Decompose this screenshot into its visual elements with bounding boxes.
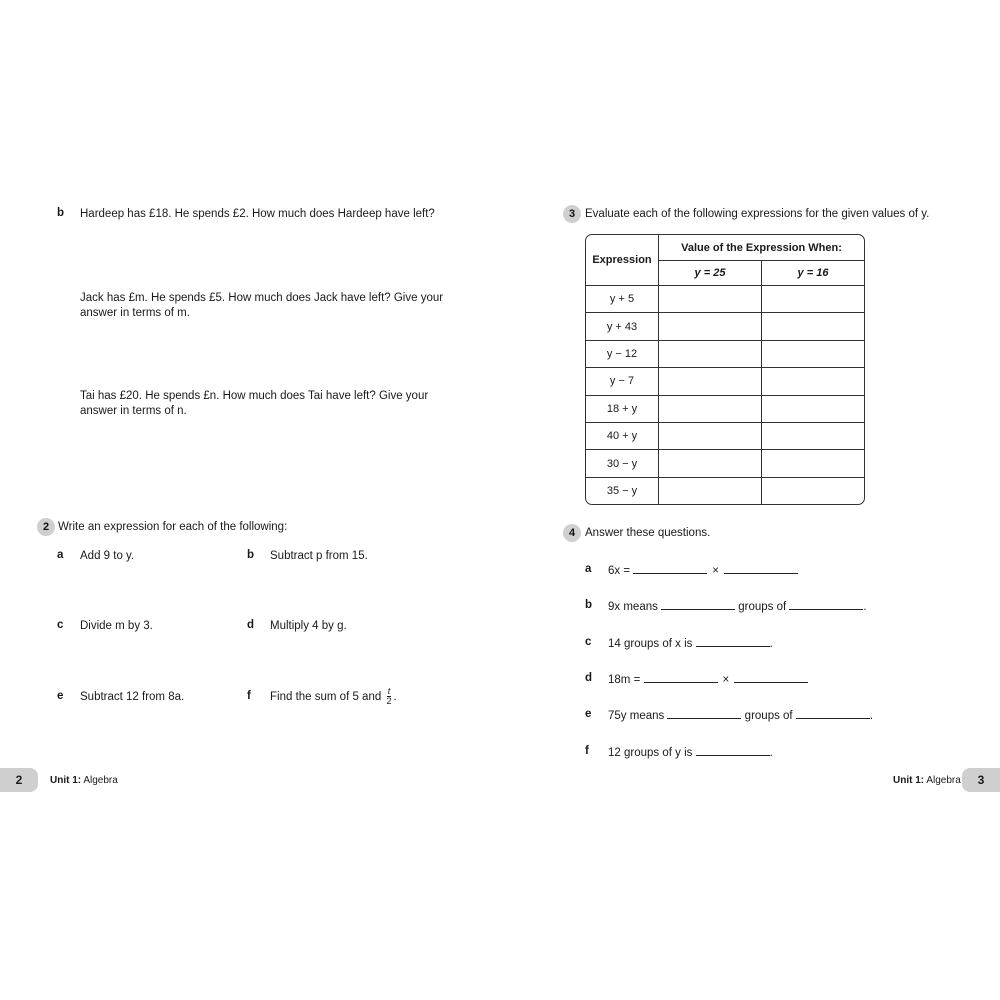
y-25-header: y = 25 <box>659 261 762 286</box>
answer-cell-y25[interactable] <box>659 341 762 368</box>
times-symbol: × <box>712 565 719 577</box>
answer-blank[interactable] <box>667 708 741 719</box>
q4e-line <box>608 708 873 724</box>
expression-column-header: Expression <box>586 235 659 286</box>
answer-cell-y16[interactable] <box>762 478 864 504</box>
question-3-prompt: Evaluate each of the following expressions for the given values of y. <box>585 208 930 220</box>
expression-cell: 30 − y <box>586 450 659 477</box>
q4c-line <box>608 636 773 652</box>
expression-cell: 18 + y <box>586 396 659 423</box>
q2e-text: Subtract 12 from 8a. <box>80 691 185 703</box>
q4f-label: f <box>585 745 589 757</box>
answer-blank[interactable] <box>644 672 718 683</box>
q2a-text: Add 9 to y. <box>80 550 135 562</box>
q4e-text: 75y means <box>608 710 665 722</box>
q2f-suffix: . <box>393 691 397 703</box>
table-row <box>586 368 864 395</box>
answer-blank[interactable] <box>661 599 735 610</box>
period: . <box>769 747 773 759</box>
q2c-text: Divide m by 3. <box>80 620 153 632</box>
right-page-number-tab: 3 <box>962 768 1000 792</box>
jack-line-2: answer in terms of m. <box>80 307 190 319</box>
tai-line-1: Tai has £20. He spends £n. How much does Tai have left? Give your <box>80 390 429 402</box>
answer-cell-y25[interactable] <box>659 450 762 477</box>
answer-blank[interactable] <box>696 745 770 756</box>
expression-cell: y − 12 <box>586 341 659 368</box>
answer-cell-y16[interactable] <box>762 313 864 340</box>
question-2-number: 2 <box>37 518 55 536</box>
q2b-label: b <box>247 549 255 561</box>
q1b-hardeep-text: Hardeep has £18. He spends £2. How much does Hardeep have left? <box>80 208 435 220</box>
right-footer-unit <box>893 775 961 786</box>
expression-table <box>585 234 865 505</box>
expression-cell: 35 − y <box>586 478 659 504</box>
q4b-line <box>608 599 867 615</box>
question-2-prompt: Write an expression for each of the following: <box>58 521 288 533</box>
left-footer-unit-bold: Unit 1: <box>50 775 82 786</box>
q4d-label: d <box>585 672 593 684</box>
q4e-label: e <box>585 708 592 720</box>
q2f-label: f <box>247 690 251 702</box>
answer-blank[interactable] <box>796 708 870 719</box>
q4b-text-2: groups of <box>738 601 787 613</box>
answer-cell-y25[interactable] <box>659 396 762 423</box>
fraction-numerator: t <box>387 686 391 697</box>
q1b-tai-text <box>80 389 428 419</box>
answer-blank[interactable] <box>734 672 808 683</box>
answer-cell-y16[interactable] <box>762 396 864 423</box>
answer-cell-y16[interactable] <box>762 286 864 313</box>
q4f-line <box>608 745 773 761</box>
q2b-text: Subtract p from 15. <box>270 550 368 562</box>
times-symbol: × <box>722 674 730 686</box>
jack-line-1: Jack has £m. He spends £5. How much does Jack have left? Give your <box>80 292 444 304</box>
answer-cell-y16[interactable] <box>762 450 864 477</box>
right-footer-unit-bold: Unit 1: <box>893 775 925 786</box>
q4c-label: c <box>585 636 592 648</box>
answer-blank[interactable] <box>696 636 770 647</box>
q4b-text: 9x means <box>608 601 658 613</box>
answer-cell-y25[interactable] <box>659 368 762 395</box>
answer-cell-y16[interactable] <box>762 341 864 368</box>
left-page-number-tab: 2 <box>0 768 38 792</box>
left-footer-unit <box>50 775 118 786</box>
q4d-line <box>608 672 808 688</box>
q2f-text <box>270 684 397 710</box>
tai-line-2: answer in terms of n. <box>80 405 187 417</box>
answer-cell-y16[interactable] <box>762 368 864 395</box>
table-row <box>586 423 864 450</box>
right-footer-unit-name: Algebra <box>926 775 961 786</box>
q4c-text: 14 groups of x is <box>608 638 693 650</box>
question-4-prompt: Answer these questions. <box>585 527 711 539</box>
q4b-label: b <box>585 599 593 611</box>
table-row <box>586 341 864 368</box>
q2f-prefix: Find the sum of 5 and <box>270 691 382 703</box>
left-footer-unit-name: Algebra <box>83 775 118 786</box>
value-group-header: Value of the Expression When: <box>659 235 864 261</box>
q2d-text: Multiply 4 by g. <box>270 620 347 632</box>
expression-cell: y + 43 <box>586 313 659 340</box>
period: . <box>769 638 773 650</box>
answer-blank[interactable] <box>724 563 798 574</box>
answer-cell-y25[interactable] <box>659 478 762 504</box>
q4f-text: 12 groups of y is <box>608 747 693 759</box>
expression-cell: y − 7 <box>586 368 659 395</box>
q2a-label: a <box>57 549 64 561</box>
answer-cell-y25[interactable] <box>659 286 762 313</box>
period: . <box>863 601 867 613</box>
question-3-number: 3 <box>563 205 581 223</box>
t-over-2-fraction <box>386 687 391 706</box>
table-row <box>586 313 864 340</box>
answer-cell-y16[interactable] <box>762 423 864 450</box>
q1b-label: b <box>57 207 65 219</box>
question-4-number: 4 <box>563 524 581 542</box>
y-16-header: y = 16 <box>762 261 864 286</box>
table-row <box>586 286 864 313</box>
expression-cell: 40 + y <box>586 423 659 450</box>
expression-cell: y + 5 <box>586 286 659 313</box>
fraction-denominator: 2 <box>386 696 392 707</box>
q4a-text: 6x = <box>608 565 631 577</box>
q2c-label: c <box>57 619 64 631</box>
answer-blank[interactable] <box>789 599 863 610</box>
q4e-text-2: groups of <box>744 710 793 722</box>
q1b-jack-text <box>80 291 443 321</box>
answer-cell-y25[interactable] <box>659 313 762 340</box>
answer-blank[interactable] <box>633 563 707 574</box>
q2e-label: e <box>57 690 64 702</box>
q4d-text: 18m = <box>608 674 641 686</box>
period: . <box>869 710 874 722</box>
table-row <box>586 396 864 423</box>
table-row <box>586 450 864 477</box>
answer-cell-y25[interactable] <box>659 423 762 450</box>
table-row <box>586 478 864 504</box>
q4a-line <box>608 563 798 579</box>
q2d-label: d <box>247 619 255 631</box>
q4a-label: a <box>585 563 592 575</box>
